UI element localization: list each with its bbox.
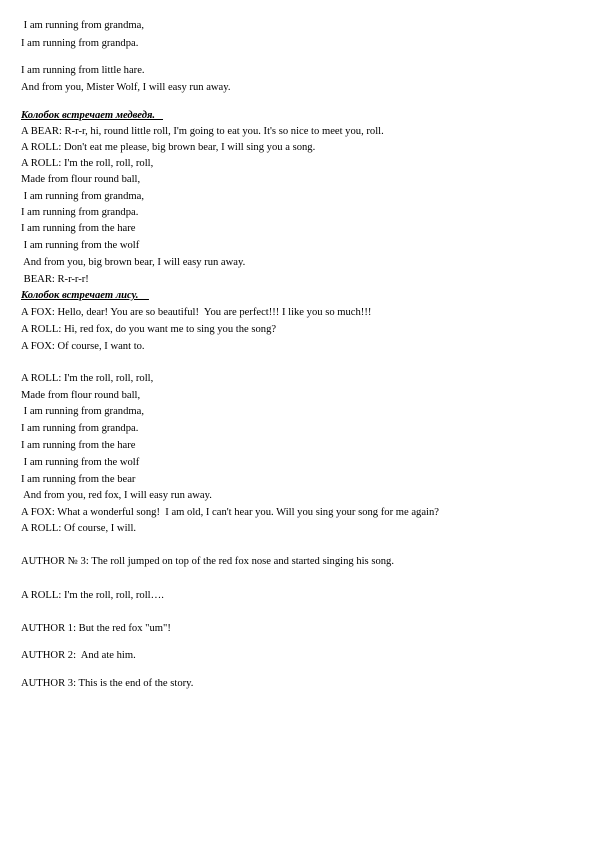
text-line: BEAR: R-r-r-r! <box>21 274 89 285</box>
text-line: I am running from grandpa. <box>21 423 139 434</box>
scene-heading-bear: Колобок встречает медведя. <box>21 110 164 121</box>
text-line: A ROLL: I'm the roll, roll, roll, <box>21 373 154 384</box>
text-line: I am running from grandpa. <box>21 38 139 49</box>
scene-heading-fox: Колобок встречает лису. <box>21 290 149 301</box>
text-line: AUTHOR № 3: The roll jumped on top of the red fox nose and started singing his song. <box>21 556 394 567</box>
text-line: I am running from the hare <box>21 223 136 234</box>
text-line: Made from flour round ball, <box>21 174 141 185</box>
text-line: A ROLL: I'm the roll, roll, roll…. <box>21 590 164 601</box>
text-line: I am running from the wolf <box>21 240 140 251</box>
text-line: I am running from the wolf <box>21 457 140 468</box>
text-line: AUTHOR 1: But the red fox "um"! <box>21 623 171 634</box>
text-line: I am running from grandpa. <box>21 207 139 218</box>
text-line: A FOX: What a wonderful song! I am old, I can't hear you. Will you sing your song for me again? <box>21 507 439 518</box>
text-line: A FOX: Of course, I want to. <box>21 341 145 352</box>
text-line: I am running from little hare. <box>21 65 145 76</box>
text-line: A ROLL: I'm the roll, roll, roll, <box>21 158 154 169</box>
text-line: A FOX: Hello, dear! You are so beautiful! You are perfect!!! I like you so much!!! <box>21 307 372 318</box>
text-line: I am running from grandma, <box>21 406 144 417</box>
text-line: A BEAR: R-r-r, hi, round little roll, I'm going to eat you. It's so nice to meet you, roll. <box>21 126 384 137</box>
text-line: A ROLL: Don't eat me please, big brown bear, I will sing you a song. <box>21 142 316 153</box>
text-line: I am running from the bear <box>21 474 136 485</box>
text-line: AUTHOR 2: And ate him. <box>21 650 136 661</box>
text-line: And from you, big brown bear, I will easy run away. <box>21 257 246 268</box>
text-line: I am running from grandma, <box>21 20 144 31</box>
text-line: I am running from the hare <box>21 440 136 451</box>
text-line: Made from flour round ball, <box>21 390 141 401</box>
text-line: AUTHOR 3: This is the end of the story. <box>21 678 194 689</box>
text-line: And from you, Mister Wolf, I will easy run away. <box>21 82 231 93</box>
text-line: I am running from grandma, <box>21 191 144 202</box>
text-line: And from you, red fox, I will easy run away. <box>21 490 212 501</box>
text-line: A ROLL: Of course, I will. <box>21 523 137 534</box>
text-line: A ROLL: Hi, red fox, do you want me to sing you the song? <box>21 324 277 335</box>
